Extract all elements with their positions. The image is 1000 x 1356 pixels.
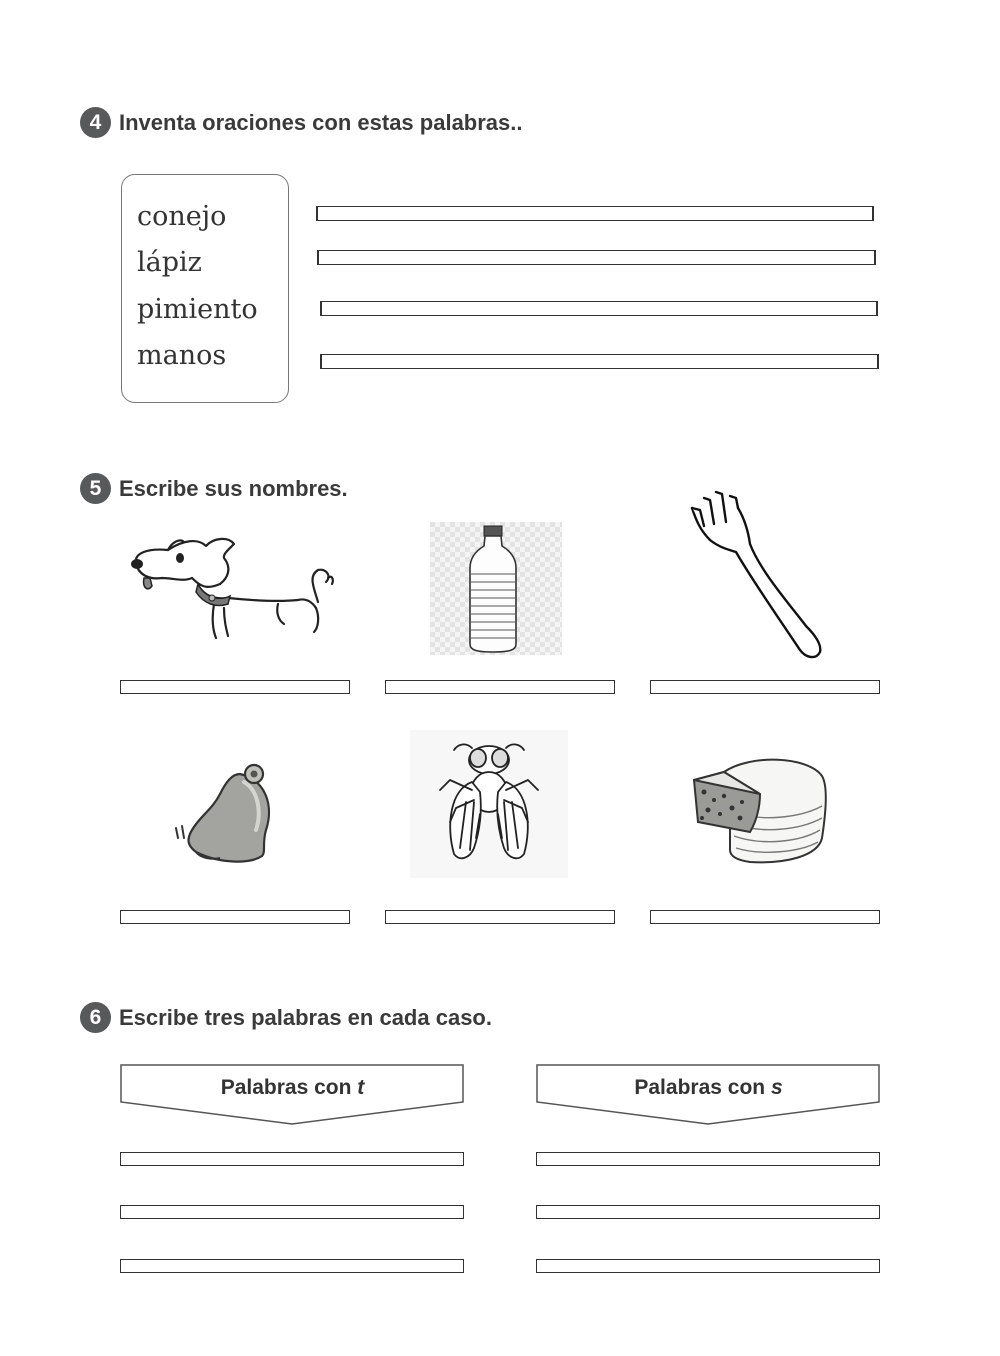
name-input-bell[interactable] xyxy=(120,910,350,924)
exercise-5-instruction: Escribe sus nombres. xyxy=(119,476,348,501)
exercise-5-badge: 5 xyxy=(80,473,111,504)
bell-image xyxy=(170,760,276,866)
sentence-input-1[interactable] xyxy=(316,206,874,221)
exercise-4-instruction: Inventa oraciones con estas palabras.. xyxy=(119,110,523,135)
sentence-input-2[interactable] xyxy=(317,250,876,265)
dog-image xyxy=(128,528,340,643)
column-header-s xyxy=(536,1064,881,1128)
name-input-fork[interactable] xyxy=(650,680,880,694)
name-input-dog[interactable] xyxy=(120,680,350,694)
word-item: lápiz xyxy=(137,247,202,278)
column-header-t-label: Palabras con t xyxy=(220,1076,365,1099)
name-input-cheese[interactable] xyxy=(650,910,880,924)
word-item: manos xyxy=(137,340,227,371)
s-word-input-2[interactable] xyxy=(536,1205,880,1219)
word-box xyxy=(121,174,289,403)
s-word-input-3[interactable] xyxy=(536,1259,880,1273)
name-input-bottle[interactable] xyxy=(385,680,615,694)
t-word-input-3[interactable] xyxy=(120,1259,464,1273)
word-item: conejo xyxy=(137,201,227,232)
s-word-input-1[interactable] xyxy=(536,1152,880,1166)
sentence-input-3[interactable] xyxy=(320,301,878,316)
letter-s: s xyxy=(770,1076,783,1099)
exercise-6-badge: 6 xyxy=(80,1002,111,1033)
exercise-6-instruction: Escribe tres palabras en cada caso. xyxy=(119,1005,492,1030)
t-word-input-1[interactable] xyxy=(120,1152,464,1166)
cheese-image xyxy=(690,752,830,870)
name-input-fly[interactable] xyxy=(385,910,615,924)
exercise-4-badge: 4 xyxy=(80,107,111,138)
t-word-input-2[interactable] xyxy=(120,1205,464,1219)
letter-t: t xyxy=(357,1076,365,1099)
fork-image xyxy=(690,490,825,662)
sentence-input-4[interactable] xyxy=(320,354,879,369)
column-header-s-label: Palabras con s xyxy=(634,1076,783,1099)
column-header-t xyxy=(120,1064,465,1128)
water-bottle-image xyxy=(430,522,562,655)
fly-image xyxy=(410,730,568,878)
word-item: pimiento xyxy=(137,294,258,325)
